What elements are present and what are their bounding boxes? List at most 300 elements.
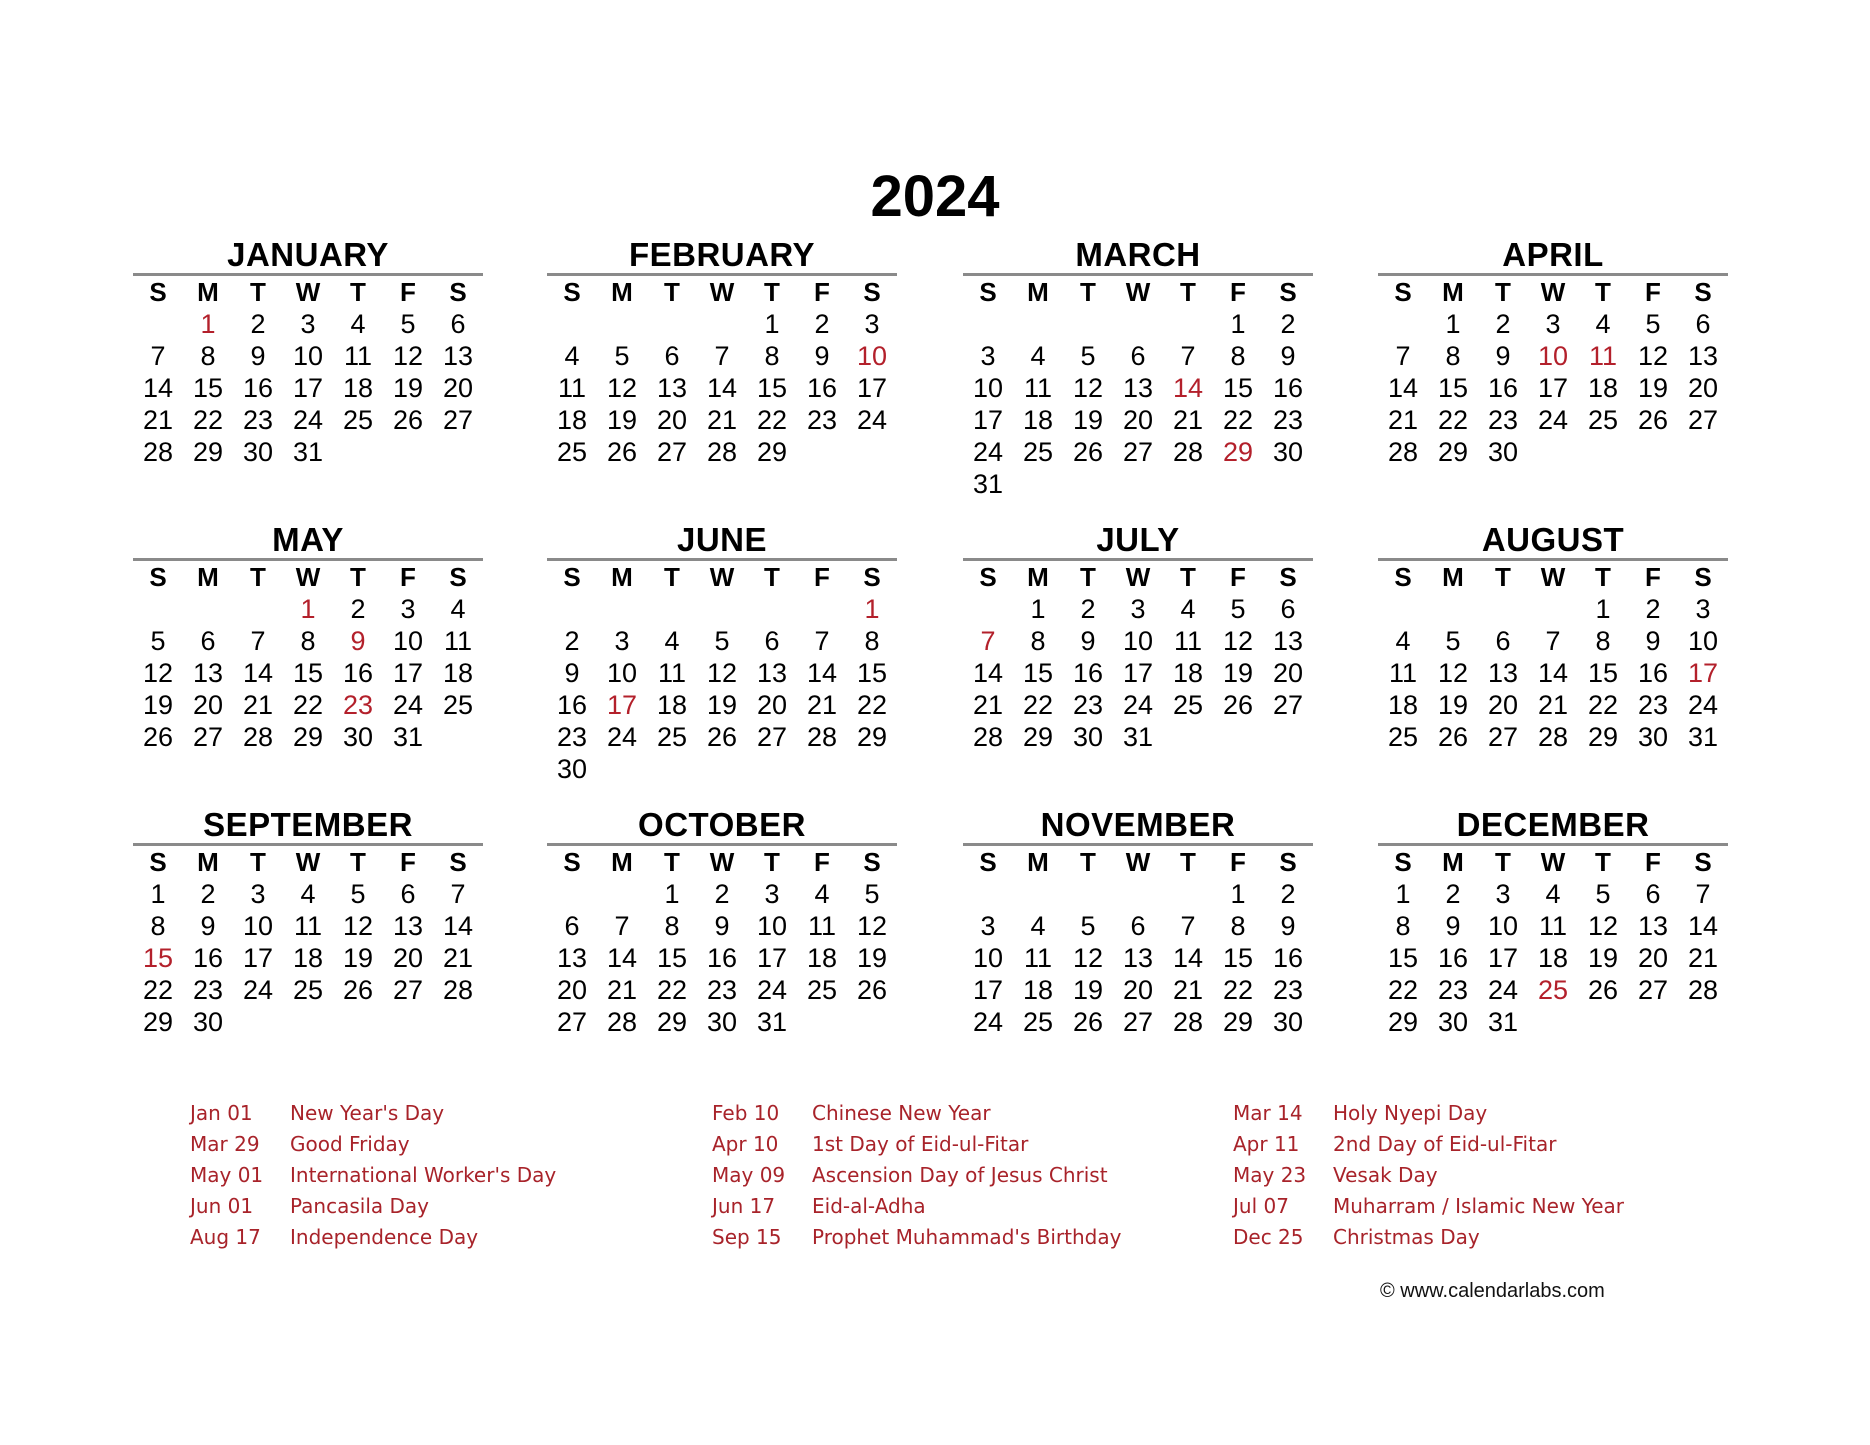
date-cell: 3: [1695, 594, 1711, 624]
holiday-item: [190, 1129, 556, 1160]
date-cell: 24: [292, 405, 324, 435]
date-cell: 28: [806, 722, 838, 752]
weekday-label: M: [197, 562, 219, 592]
holiday-date: 23: [342, 690, 374, 720]
weekday-label: T: [664, 277, 680, 307]
date-cell: 21: [1172, 975, 1204, 1005]
date-cell: 10: [756, 911, 788, 941]
date-cell: 27: [1487, 722, 1519, 752]
date-cell: 4: [814, 879, 830, 909]
date-cell: 6: [564, 911, 580, 941]
empty-cell: [747, 593, 797, 625]
weekday-label: T: [1080, 847, 1096, 877]
date-cell: 13: [192, 658, 224, 688]
date-cell: 11: [557, 373, 587, 403]
weekday-label: S: [149, 277, 167, 307]
date-cell: 16: [192, 943, 224, 973]
date-cell: 16: [1487, 373, 1519, 403]
date-cell: 27: [192, 722, 224, 752]
date-cell: 8: [200, 341, 216, 371]
date-cell: 26: [392, 405, 424, 435]
empty-cell: [597, 878, 647, 910]
weekday-label: S: [1694, 847, 1712, 877]
weekday-label: T: [664, 847, 680, 877]
date-cell: 15: [292, 658, 324, 688]
date-cell: 24: [856, 405, 888, 435]
holiday-date: 14: [1172, 373, 1204, 403]
date-cell: 3: [250, 879, 266, 909]
date-cell: 13: [442, 341, 474, 371]
weekday-label: S: [1394, 562, 1412, 592]
date-cell: 24: [1487, 975, 1519, 1005]
empty-cell: [597, 308, 647, 340]
date-cell: 31: [756, 1007, 788, 1037]
month-day-grid: [963, 846, 1313, 1038]
month-day-grid: [547, 276, 897, 468]
weekday-label: W: [1125, 277, 1151, 307]
holiday-date-label: Jun 01: [190, 1194, 254, 1218]
date-cell: 9: [250, 341, 266, 371]
weekday-label: F: [1645, 277, 1661, 307]
date-cell: 30: [1072, 722, 1104, 752]
holiday-date: 15: [142, 943, 174, 973]
date-cell: 18: [1537, 943, 1569, 973]
date-cell: 19: [1222, 658, 1254, 688]
date-cell: 27: [756, 722, 788, 752]
date-cell: 16: [556, 690, 588, 720]
date-cell: 15: [1437, 373, 1469, 403]
holiday-name: Chinese New Year: [812, 1101, 991, 1125]
date-cell: 11: [443, 626, 473, 656]
date-cell: 10: [392, 626, 424, 656]
date-cell: 2: [1495, 309, 1511, 339]
holiday-name: 2nd Day of Eid-ul-Fitar: [1333, 1132, 1557, 1156]
date-cell: 10: [1122, 626, 1154, 656]
month-december: [1378, 807, 1728, 1038]
date-cell: 20: [1687, 373, 1719, 403]
date-cell: 25: [1022, 1007, 1054, 1037]
date-cell: 4: [1545, 879, 1561, 909]
weekday-label: T: [1180, 847, 1196, 877]
date-cell: 2: [200, 879, 216, 909]
date-cell: 26: [142, 722, 174, 752]
date-cell: 25: [1022, 437, 1054, 467]
empty-cell: [597, 593, 647, 625]
month-day-grid: [547, 561, 897, 785]
holiday-name: 1st Day of Eid-ul-Fitar: [812, 1132, 1029, 1156]
date-cell: 9: [1080, 626, 1096, 656]
date-cell: 8: [664, 911, 680, 941]
date-cell: 1: [1230, 309, 1246, 339]
date-cell: 6: [1495, 626, 1511, 656]
holiday-name: Eid-al-Adha: [812, 1194, 926, 1218]
date-cell: 15: [756, 373, 788, 403]
date-cell: 5: [150, 626, 166, 656]
date-cell: 15: [1222, 373, 1254, 403]
date-cell: 12: [1072, 943, 1104, 973]
weekday-label: T: [764, 562, 780, 592]
date-cell: 28: [606, 1007, 638, 1037]
month-may: [133, 522, 483, 753]
date-cell: 29: [1222, 1007, 1254, 1037]
weekday-label: T: [1080, 277, 1096, 307]
weekday-label: M: [1442, 562, 1464, 592]
date-cell: 3: [1545, 309, 1561, 339]
date-cell: 10: [972, 943, 1004, 973]
date-cell: 25: [1172, 690, 1204, 720]
weekday-label: T: [1180, 277, 1196, 307]
date-cell: 6: [1645, 879, 1661, 909]
date-cell: 6: [764, 626, 780, 656]
weekday-label: S: [563, 847, 581, 877]
holiday-item: [1233, 1129, 1624, 1160]
weekday-label: T: [1495, 277, 1511, 307]
weekday-label: M: [197, 847, 219, 877]
date-cell: 24: [972, 1007, 1004, 1037]
date-cell: 14: [1687, 911, 1719, 941]
weekday-label: S: [149, 847, 167, 877]
empty-cell: [133, 308, 183, 340]
empty-cell: [1163, 308, 1213, 340]
holiday-name: Independence Day: [290, 1225, 479, 1249]
date-cell: 16: [1272, 943, 1304, 973]
date-cell: 30: [1437, 1007, 1469, 1037]
date-cell: 21: [1537, 690, 1569, 720]
date-cell: 26: [1587, 975, 1619, 1005]
holiday-item: [1233, 1222, 1624, 1253]
date-cell: 17: [392, 658, 424, 688]
date-cell: 3: [864, 309, 880, 339]
date-cell: 31: [292, 437, 324, 467]
date-cell: 27: [1122, 1007, 1154, 1037]
date-cell: 28: [1387, 437, 1419, 467]
date-cell: 24: [1537, 405, 1569, 435]
date-cell: 28: [1687, 975, 1719, 1005]
date-cell: 7: [614, 911, 630, 941]
month-title: FEBRUARY: [628, 236, 816, 273]
date-cell: 19: [392, 373, 424, 403]
date-cell: 28: [1172, 437, 1204, 467]
date-cell: 19: [606, 405, 638, 435]
date-cell: 29: [656, 1007, 688, 1037]
weekday-label: M: [1027, 277, 1049, 307]
date-cell: 25: [1387, 722, 1419, 752]
empty-cell: [133, 593, 183, 625]
date-cell: 22: [192, 405, 224, 435]
date-cell: 8: [764, 341, 780, 371]
date-cell: 10: [1687, 626, 1719, 656]
date-cell: 31: [972, 469, 1004, 499]
date-cell: 5: [1595, 879, 1611, 909]
date-cell: 17: [1537, 373, 1569, 403]
date-cell: 4: [1595, 309, 1611, 339]
date-cell: 4: [1030, 341, 1046, 371]
month-title: NOVEMBER: [1040, 806, 1236, 843]
holiday-date-label: Apr 11: [1233, 1132, 1300, 1156]
date-cell: 8: [1395, 911, 1411, 941]
date-cell: 5: [614, 341, 630, 371]
holiday-date-label: Mar 29: [190, 1132, 260, 1156]
empty-cell: [1428, 593, 1478, 625]
date-cell: 1: [150, 879, 166, 909]
date-cell: 12: [856, 911, 888, 941]
month-title: MAY: [272, 521, 344, 558]
empty-cell: [547, 593, 597, 625]
year-title: 2024: [870, 164, 1000, 229]
date-cell: 11: [1023, 373, 1053, 403]
holiday-date: 9: [350, 626, 366, 656]
date-cell: 24: [1687, 690, 1719, 720]
weekday-label: F: [1230, 562, 1246, 592]
date-cell: 3: [1495, 879, 1511, 909]
date-cell: 18: [292, 943, 324, 973]
date-cell: 7: [1545, 626, 1561, 656]
holiday-item: [712, 1098, 1121, 1129]
date-cell: 29: [756, 437, 788, 467]
date-cell: 22: [292, 690, 324, 720]
date-cell: 11: [1388, 658, 1418, 688]
date-cell: 4: [664, 626, 680, 656]
date-cell: 5: [864, 879, 880, 909]
date-cell: 12: [706, 658, 738, 688]
empty-cell: [647, 308, 697, 340]
month-title: MARCH: [1075, 236, 1201, 273]
holiday-date: 11: [1588, 341, 1618, 371]
month-day-grid: [1378, 846, 1728, 1038]
month-day-grid: [133, 846, 483, 1038]
month-day-grid: [963, 561, 1313, 753]
date-cell: 11: [293, 911, 323, 941]
date-cell: 7: [1180, 341, 1196, 371]
date-cell: 16: [1637, 658, 1669, 688]
date-cell: 20: [392, 943, 424, 973]
date-cell: 25: [342, 405, 374, 435]
date-cell: 11: [1173, 626, 1203, 656]
date-cell: 25: [806, 975, 838, 1005]
date-cell: 1: [1230, 879, 1246, 909]
holiday-date-label: May 23: [1233, 1163, 1307, 1187]
weekday-label: M: [1027, 847, 1049, 877]
date-cell: 4: [1180, 594, 1196, 624]
date-cell: 30: [1637, 722, 1669, 752]
empty-cell: [1163, 878, 1213, 910]
date-cell: 25: [556, 437, 588, 467]
date-cell: 20: [1272, 658, 1304, 688]
date-cell: 5: [400, 309, 416, 339]
date-cell: 3: [764, 879, 780, 909]
date-cell: 2: [1280, 309, 1296, 339]
weekday-label: S: [149, 562, 167, 592]
date-cell: 27: [556, 1007, 588, 1037]
date-cell: 12: [342, 911, 374, 941]
holiday-item: [190, 1191, 556, 1222]
date-cell: 28: [706, 437, 738, 467]
holiday-item: [190, 1222, 556, 1253]
date-cell: 22: [756, 405, 788, 435]
weekday-label: M: [1442, 847, 1464, 877]
holiday-name: Christmas Day: [1333, 1225, 1480, 1249]
month-title: APRIL: [1502, 236, 1604, 273]
weekday-label: T: [250, 847, 266, 877]
holiday-item: [712, 1222, 1121, 1253]
weekday-label: S: [1394, 277, 1412, 307]
weekday-label: S: [563, 277, 581, 307]
holiday-date-label: Dec 25: [1233, 1225, 1304, 1249]
date-cell: 28: [142, 437, 174, 467]
empty-cell: [547, 878, 597, 910]
weekday-label: W: [1125, 562, 1151, 592]
date-cell: 16: [242, 373, 274, 403]
date-cell: 31: [392, 722, 424, 752]
empty-cell: [233, 593, 283, 625]
holiday-name: Prophet Muhammad's Birthday: [812, 1225, 1122, 1249]
weekday-label: F: [400, 277, 416, 307]
empty-cell: [1013, 308, 1063, 340]
date-cell: 18: [442, 658, 474, 688]
date-cell: 26: [856, 975, 888, 1005]
date-cell: 29: [142, 1007, 174, 1037]
empty-cell: [1013, 878, 1063, 910]
date-cell: 29: [1437, 437, 1469, 467]
date-cell: 22: [856, 690, 888, 720]
month-day-grid: [133, 561, 483, 753]
weekday-label: F: [1645, 847, 1661, 877]
date-cell: 21: [972, 690, 1004, 720]
date-cell: 5: [1080, 911, 1096, 941]
weekday-label: M: [197, 277, 219, 307]
weekday-label: S: [863, 847, 881, 877]
date-cell: 15: [1222, 943, 1254, 973]
month-day-grid: [1378, 561, 1728, 753]
date-cell: 17: [972, 405, 1004, 435]
month-october: [547, 807, 897, 1038]
holiday-date-label: Mar 14: [1233, 1101, 1303, 1125]
date-cell: 18: [342, 373, 374, 403]
weekday-label: S: [1279, 277, 1297, 307]
date-cell: 31: [1687, 722, 1719, 752]
date-cell: 13: [1272, 626, 1304, 656]
month-september: [133, 807, 483, 1038]
weekday-label: T: [1180, 562, 1196, 592]
empty-cell: [697, 593, 747, 625]
holiday-date: 10: [1537, 341, 1569, 371]
date-cell: 21: [1387, 405, 1419, 435]
date-cell: 2: [250, 309, 266, 339]
date-cell: 3: [614, 626, 630, 656]
date-cell: 29: [292, 722, 324, 752]
date-cell: 4: [564, 341, 580, 371]
date-cell: 21: [1687, 943, 1719, 973]
weekday-label: T: [1495, 562, 1511, 592]
date-cell: 13: [556, 943, 588, 973]
weekday-label: F: [814, 562, 830, 592]
weekday-label: T: [350, 562, 366, 592]
date-cell: 19: [1637, 373, 1669, 403]
date-cell: 29: [1587, 722, 1619, 752]
date-cell: 8: [1595, 626, 1611, 656]
empty-cell: [1063, 878, 1113, 910]
date-cell: 24: [606, 722, 638, 752]
holiday-name: New Year's Day: [290, 1101, 445, 1125]
date-cell: 18: [1172, 658, 1204, 688]
weekday-label: F: [1645, 562, 1661, 592]
date-cell: 24: [756, 975, 788, 1005]
date-cell: 17: [856, 373, 888, 403]
date-cell: 14: [142, 373, 174, 403]
date-cell: 18: [1387, 690, 1419, 720]
date-cell: 11: [1538, 911, 1568, 941]
date-cell: 4: [450, 594, 466, 624]
holiday-column: [1233, 1098, 1624, 1253]
date-cell: 2: [564, 626, 580, 656]
weekday-label: S: [979, 277, 997, 307]
date-cell: 12: [392, 341, 424, 371]
date-cell: 11: [807, 911, 837, 941]
date-cell: 24: [242, 975, 274, 1005]
date-cell: 13: [1487, 658, 1519, 688]
date-cell: 13: [756, 658, 788, 688]
date-cell: 20: [192, 690, 224, 720]
date-cell: 25: [442, 690, 474, 720]
weekday-label: F: [1230, 847, 1246, 877]
date-cell: 13: [1122, 373, 1154, 403]
month-title: DECEMBER: [1456, 806, 1650, 843]
date-cell: 27: [442, 405, 474, 435]
date-cell: 16: [342, 658, 374, 688]
date-cell: 30: [342, 722, 374, 752]
date-cell: 26: [706, 722, 738, 752]
date-cell: 23: [706, 975, 738, 1005]
weekday-label: S: [563, 562, 581, 592]
holiday-date: 1: [300, 594, 316, 624]
date-cell: 9: [714, 911, 730, 941]
holiday-date: 17: [606, 690, 638, 720]
date-cell: 21: [806, 690, 838, 720]
date-cell: 10: [606, 658, 638, 688]
date-cell: 18: [1022, 975, 1054, 1005]
date-cell: 1: [664, 879, 680, 909]
date-cell: 14: [242, 658, 274, 688]
date-cell: 23: [1437, 975, 1469, 1005]
date-cell: 18: [1022, 405, 1054, 435]
date-cell: 11: [1023, 943, 1053, 973]
date-cell: 13: [656, 373, 688, 403]
date-cell: 1: [1595, 594, 1611, 624]
date-cell: 12: [1072, 373, 1104, 403]
weekday-label: T: [350, 847, 366, 877]
weekday-label: F: [400, 847, 416, 877]
date-cell: 6: [664, 341, 680, 371]
weekday-label: F: [814, 277, 830, 307]
date-cell: 9: [814, 341, 830, 371]
month-april: [1378, 237, 1728, 468]
date-cell: 28: [1172, 1007, 1204, 1037]
weekday-label: T: [764, 277, 780, 307]
date-cell: 19: [1587, 943, 1619, 973]
weekday-label: S: [1394, 847, 1412, 877]
empty-cell: [1113, 308, 1163, 340]
weekday-label: W: [295, 277, 321, 307]
weekday-label: S: [863, 562, 881, 592]
date-cell: 15: [856, 658, 888, 688]
date-cell: 21: [242, 690, 274, 720]
month-june: [547, 522, 897, 785]
date-cell: 21: [706, 405, 738, 435]
weekday-label: T: [1595, 847, 1611, 877]
weekday-label: F: [400, 562, 416, 592]
month-day-grid: [1378, 276, 1728, 468]
date-cell: 30: [1487, 437, 1519, 467]
